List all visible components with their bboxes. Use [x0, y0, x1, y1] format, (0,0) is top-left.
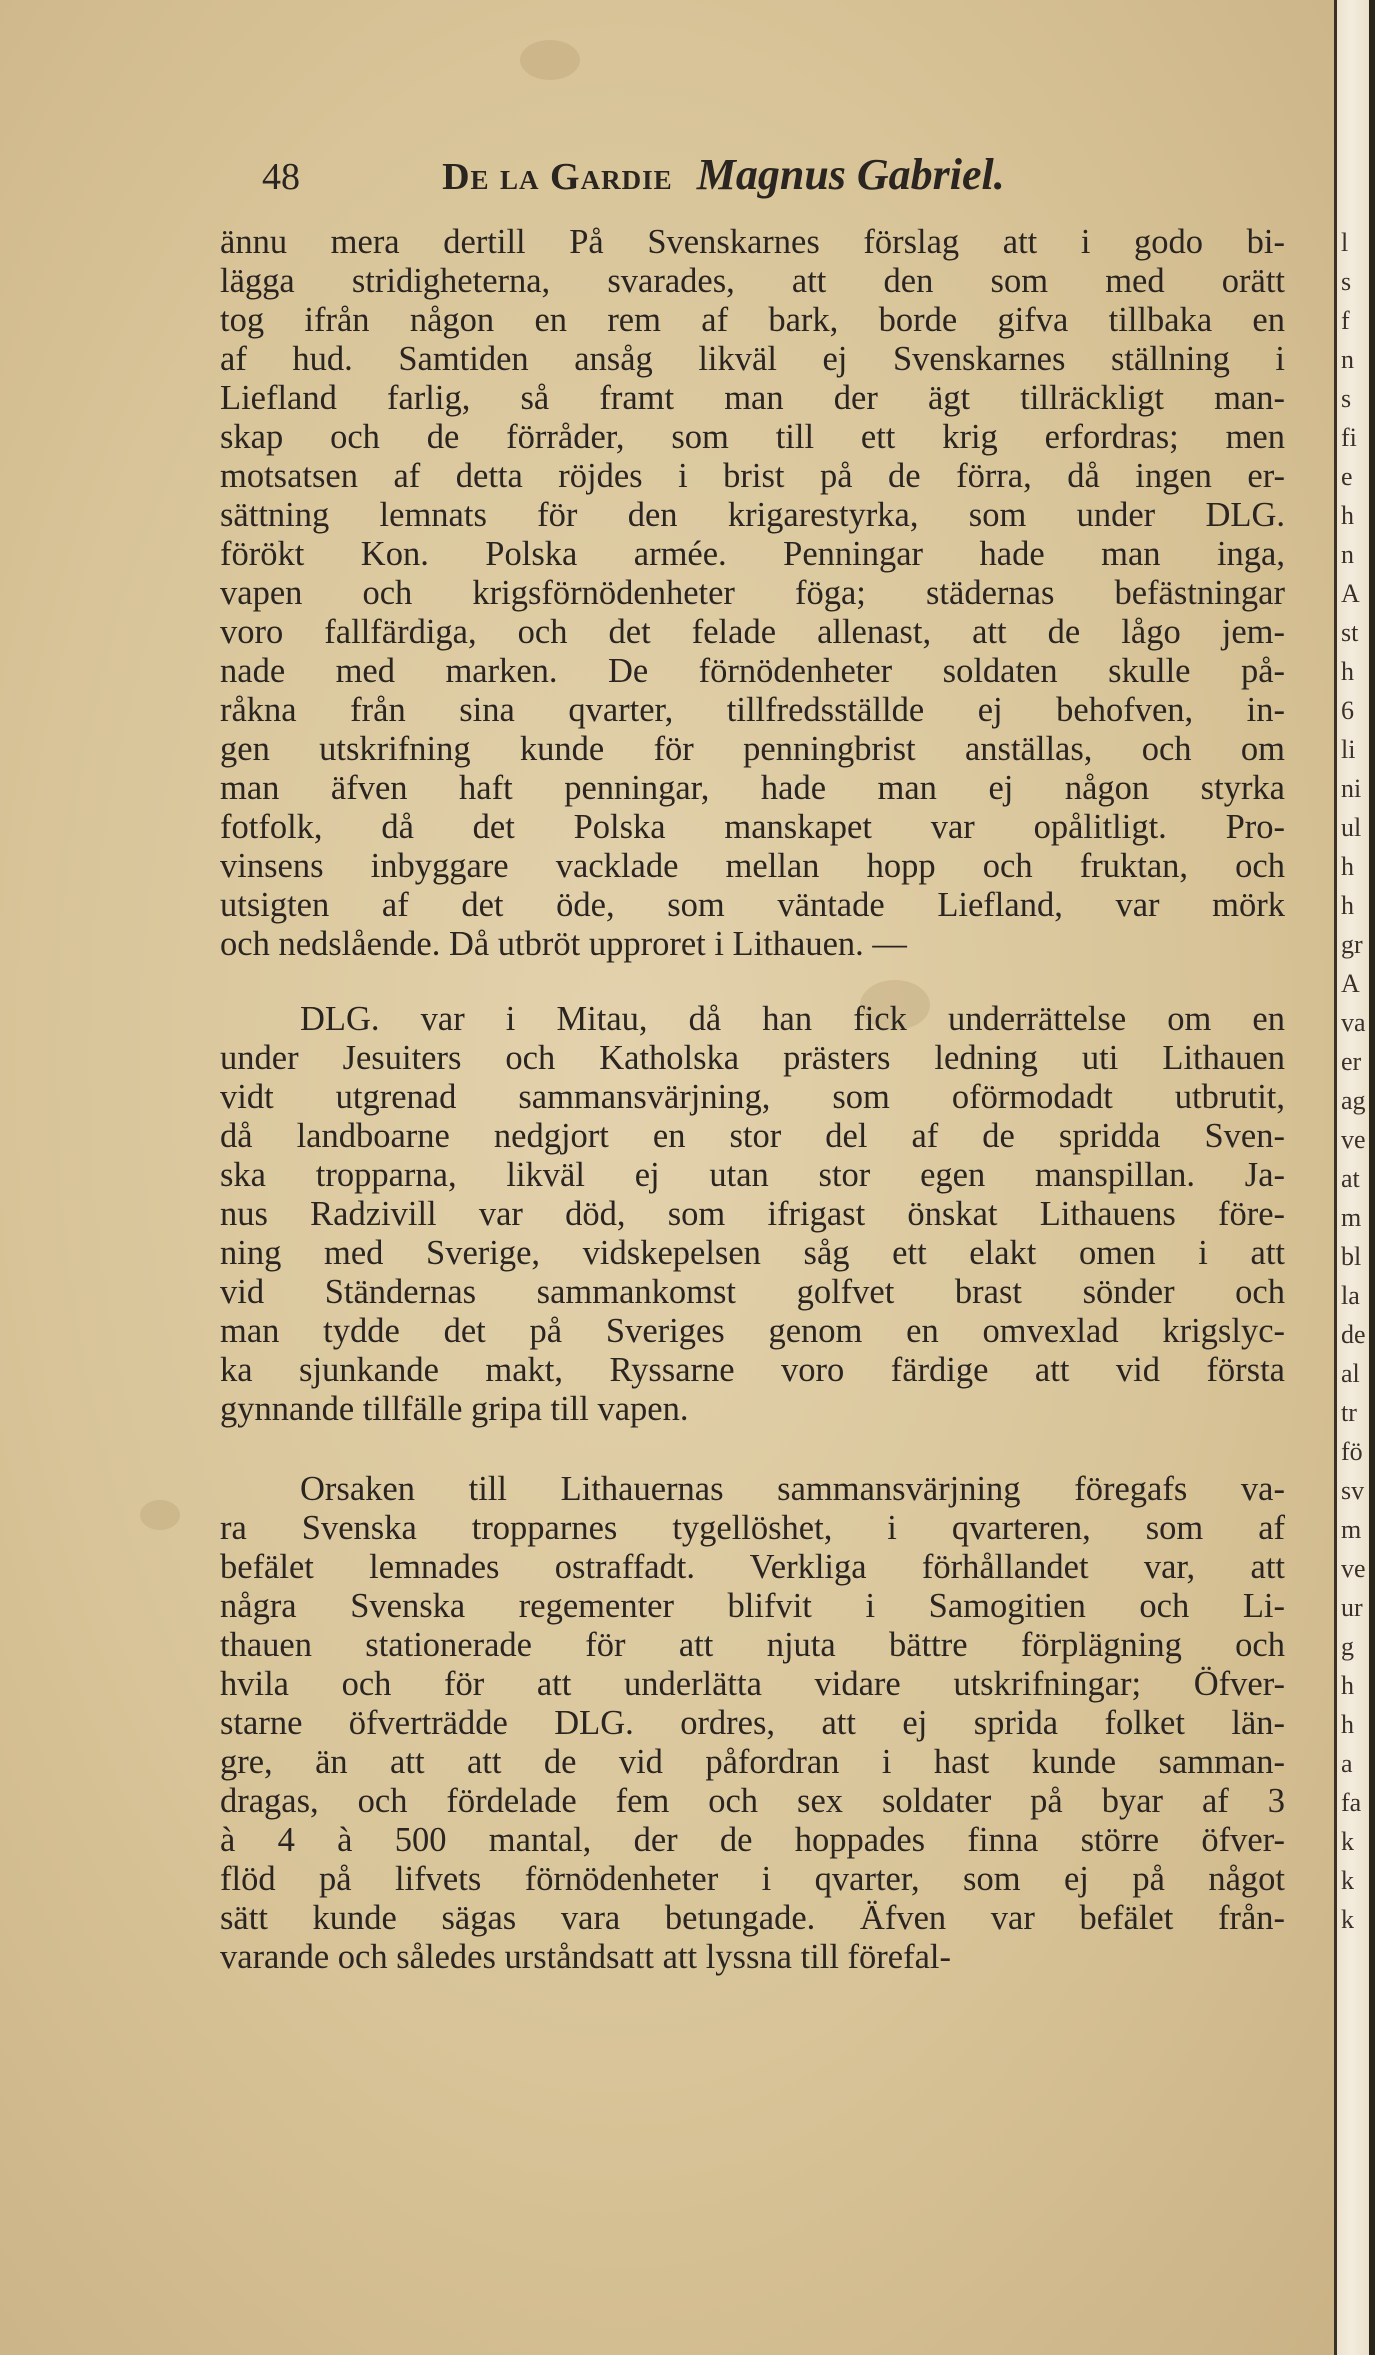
text-line: lägga stridigheterna, svarades, att den som med orätt	[220, 262, 1285, 300]
facing-page-fragment: al	[1341, 1359, 1360, 1388]
text-line: gynnande tillfälle gripa till vapen.	[220, 1390, 689, 1428]
text-line: voro fallfärdiga, och det felade allenast, att de lågo jem-	[220, 613, 1285, 651]
text-line: vinsens inbyggare vacklade mellan hopp och fruktan, och	[220, 847, 1285, 885]
paper-stain	[520, 40, 580, 80]
facing-page-fragment: h	[1341, 1710, 1354, 1739]
facing-page-fragment: ve	[1341, 1554, 1366, 1583]
text-line: af hud. Samtiden ansåg likväl ej Svenskarnes ställning i	[220, 340, 1285, 378]
text-line: och nedslående. Då utbröt upproret i Lithauen. —	[220, 925, 907, 963]
facing-page-fragment: la	[1341, 1281, 1360, 1310]
facing-page-fragment: s	[1341, 384, 1352, 413]
facing-page-fragment: ni	[1341, 774, 1362, 803]
facing-page-edge	[1334, 0, 1375, 2355]
facing-page-fragment: de	[1341, 1320, 1366, 1349]
text-line: befälet lemnades ostraffadt. Verkliga förhållandet var, att	[220, 1548, 1285, 1586]
facing-page-fragment: at	[1341, 1164, 1360, 1193]
text-line: tog ifrån någon en rem af bark, borde gifva tillbaka en	[220, 301, 1285, 339]
text-line: skap och de förråder, som till ett krig erfordras; men	[220, 418, 1285, 456]
facing-page-fragment: a	[1341, 1749, 1353, 1778]
facing-page-fragment: h	[1341, 1671, 1354, 1700]
text-line: varande och således urståndsatt att lyssna till förefal-	[220, 1938, 951, 1976]
paragraph-1	[220, 223, 1285, 964]
facing-page-fragment: st	[1341, 618, 1359, 647]
text-line: hvila och för att underlätta vidare utskrifningar; Öfver-	[220, 1665, 1285, 1703]
text-line: flöd på lifvets förnödenheter i qvarter, som ej på något	[220, 1860, 1285, 1898]
text-line: utsigten af det öde, som väntade Liefland, var mörk	[220, 886, 1285, 924]
paragraph-2	[220, 1000, 1285, 1429]
page-number: 48	[262, 156, 300, 198]
facing-page-fragment: A	[1341, 969, 1360, 998]
facing-page-fragment: h	[1341, 501, 1354, 530]
text-line: ännu mera dertill På Svenskarnes förslag att i godo bi-	[220, 223, 1285, 261]
facing-page-fragment: ve	[1341, 1125, 1366, 1154]
text-line: ning med Sverige, vidskepelsen såg ett elakt omen i att	[220, 1234, 1285, 1272]
facing-page-fragment: h	[1341, 657, 1354, 686]
facing-page-fragment: 6	[1341, 696, 1354, 725]
text-line: vapen och krigsförnödenheter föga; städernas befästningar	[220, 574, 1285, 612]
facing-page-fragment: f	[1341, 306, 1350, 335]
facing-page-fragment: ul	[1341, 813, 1362, 842]
text-line: DLG. var i Mitau, då han fick underrättelse om en	[300, 1000, 1285, 1038]
facing-page-fragment: tr	[1341, 1398, 1357, 1427]
text-line: sätt kunde sägas vara betungade. Äfven var befälet från-	[220, 1899, 1285, 1937]
facing-page-fragment: A	[1341, 579, 1360, 608]
facing-page-fragment: fö	[1341, 1437, 1363, 1466]
page-header	[262, 150, 1142, 200]
facing-page-fragment: s	[1341, 267, 1352, 296]
text-line: förökt Kon. Polska armée. Penningar hade man inga,	[220, 535, 1285, 573]
facing-page-fragment: li	[1341, 735, 1356, 764]
text-line: ra Svenska tropparnes tygellöshet, i qvarteren, som af	[220, 1509, 1285, 1547]
facing-page-fragment: ag	[1341, 1086, 1366, 1115]
text-line: vidt utgrenad sammansvärjning, som oförmodadt utbrutit,	[220, 1078, 1285, 1116]
facing-page-fragment: k	[1341, 1866, 1354, 1895]
text-line: fotfolk, då det Polska manskapet var opålitligt. Pro-	[220, 808, 1285, 846]
facing-page-fragment: e	[1341, 462, 1353, 491]
facing-page-fragment: m	[1341, 1515, 1362, 1544]
text-line: thauen stationerade för att njuta bättre förplägning och	[220, 1626, 1285, 1664]
paper-stain	[140, 1500, 180, 1530]
facing-page-fragment: n	[1341, 345, 1354, 374]
facing-page-fragment: g	[1341, 1632, 1354, 1661]
text-line: råkna från sina qvarter, tillfredsställde ej behofven, in-	[220, 691, 1285, 729]
running-subtitle: Magnus Gabriel.	[696, 150, 1005, 199]
facing-page-fragment: fi	[1341, 423, 1357, 452]
text-line: gre, än att att de vid påfordran i hast kunde samman-	[220, 1743, 1285, 1781]
facing-page-fragment: bl	[1341, 1242, 1362, 1271]
facing-page-fragment: h	[1341, 891, 1354, 920]
text-line: ka sjunkande makt, Ryssarne voro färdige att vid första	[220, 1351, 1285, 1389]
text-line: dragas, och fördelade fem och sex soldater på byar af 3	[220, 1782, 1285, 1820]
book-gutter	[1369, 0, 1375, 2355]
text-line: sättning lemnats för den krigarestyrka, som under DLG.	[220, 496, 1285, 534]
facing-page-fragment: er	[1341, 1047, 1362, 1076]
text-line: starne öfverträdde DLG. ordres, att ej sprida folket län-	[220, 1704, 1285, 1742]
facing-page-fragment: sv	[1341, 1476, 1365, 1505]
text-line: några Svenska regementer blifvit i Samogitien och Li-	[220, 1587, 1285, 1625]
text-line: vid Ständernas sammankomst golfvet brast sönder och	[220, 1273, 1285, 1311]
facing-page-fragment: gr	[1341, 930, 1363, 959]
text-line: ska tropparna, likväl ej utan stor egen manspillan. Ja-	[220, 1156, 1285, 1194]
text-line: Liefland farlig, så framt man der ägt tillräckligt man-	[220, 379, 1285, 417]
text-line: motsatsen af detta röjdes i brist på de förra, då ingen er-	[220, 457, 1285, 495]
text-line: man tydde det på Sveriges genom en omvexlad krigslyc-	[220, 1312, 1285, 1350]
facing-page-fragment: k	[1341, 1827, 1354, 1856]
facing-page-fragment: k	[1341, 1905, 1354, 1934]
text-line: under Jesuiters och Katholska prästers ledning uti Lithauen	[220, 1039, 1285, 1077]
text-line: gen utskrifning kunde för penningbrist anställas, och om	[220, 730, 1285, 768]
text-line: Orsaken till Lithauernas sammansvärjning föregafs va-	[300, 1470, 1285, 1508]
facing-page-fragments	[1337, 223, 1369, 1939]
text-line: då landboarne nedgjort en stor del af de spridda Sven-	[220, 1117, 1285, 1155]
facing-page-fragment: l	[1341, 228, 1349, 257]
text-line: man äfven haft penningar, hade man ej någon styrka	[220, 769, 1285, 807]
running-title: De la Gardie	[442, 156, 673, 198]
facing-page-fragment: va	[1341, 1008, 1366, 1037]
facing-page-fragment: fa	[1341, 1788, 1362, 1817]
text-line: à 4 à 500 mantal, der de hoppades finna större öfver-	[220, 1821, 1285, 1859]
text-line: nus Radzivill var död, som ifrigast önskat Lithauens före-	[220, 1195, 1285, 1233]
paragraph-3	[220, 1470, 1285, 1977]
facing-page-fragment: n	[1341, 540, 1354, 569]
facing-page-fragment: h	[1341, 852, 1354, 881]
facing-page-fragment: m	[1341, 1203, 1362, 1232]
facing-page-fragment: ur	[1341, 1593, 1363, 1622]
text-line: nade med marken. De förnödenheter soldaten skulle på-	[220, 652, 1285, 690]
